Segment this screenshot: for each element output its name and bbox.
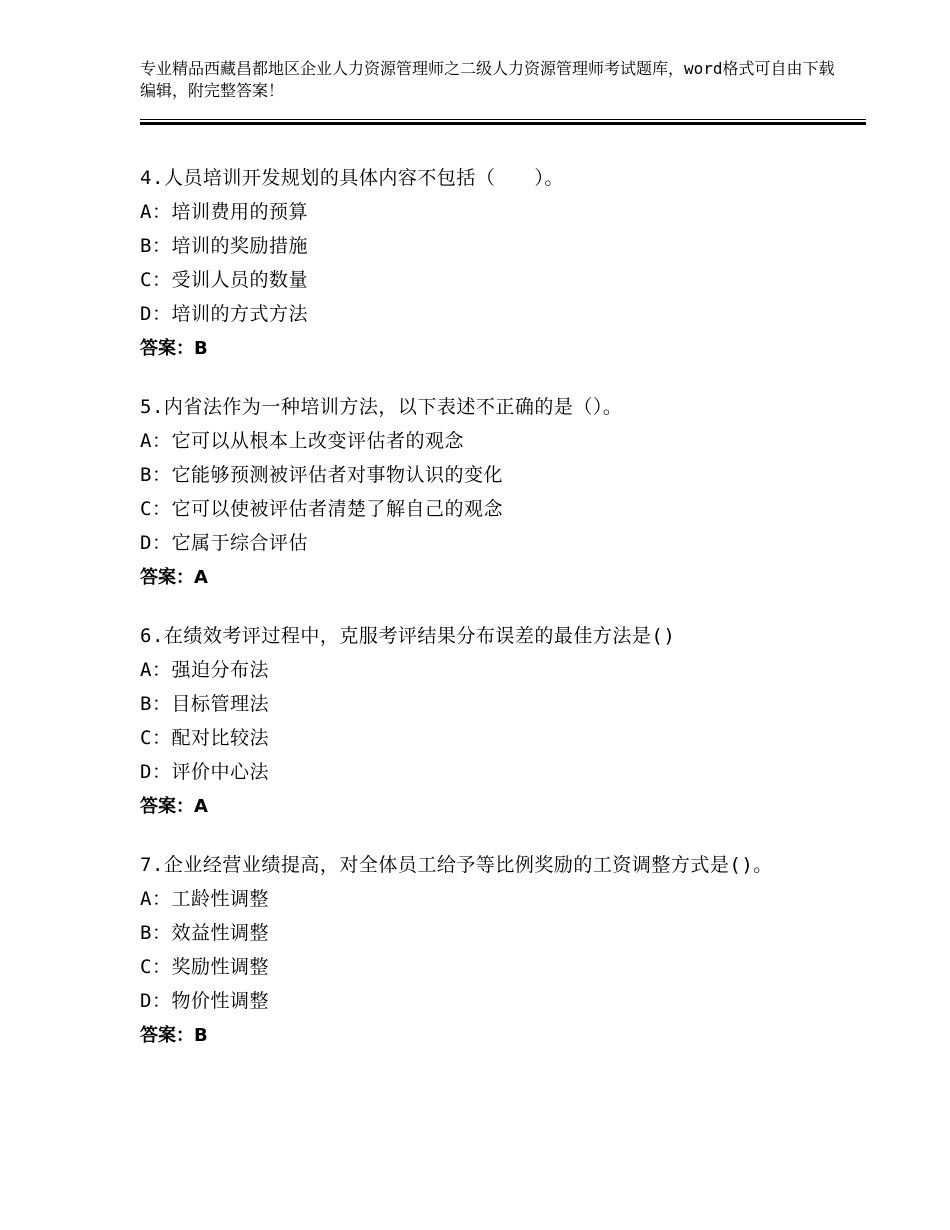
option-text: 物价性调整 [171,990,269,1012]
option-letter: B： [140,693,172,715]
option-c [140,267,840,301]
option-d [140,301,840,335]
option-text: 奖励性调整 [171,956,269,978]
option-text: 它属于综合评估 [171,532,308,554]
option-text: 培训的奖励措施 [171,235,308,257]
option-b [140,462,840,496]
question-7 [140,852,840,1049]
question-stem: 6.在绩效考评过程中，克服考评结果分布误差的最佳方法是() [140,625,676,647]
option-letter: A： [140,430,172,452]
option-a [140,886,840,920]
option-text: 目标管理法 [171,693,269,715]
option-letter: D： [140,303,172,325]
option-text: 工龄性调整 [171,888,269,910]
question-6 [140,623,840,820]
option-text: 培训的方式方法 [171,303,308,325]
document-header: 专业精品西藏昌都地区企业人力资源管理师之二级人力资源管理师考试题库，word格式可自由下载编辑，附完整答案！ [140,59,835,100]
option-c [140,725,840,759]
option-b [140,691,840,725]
option-letter: D： [140,532,172,554]
option-letter: C： [140,269,172,291]
option-d [140,759,840,793]
option-letter: A： [140,888,172,910]
option-a [140,657,840,691]
option-letter: A： [140,201,172,223]
option-b [140,920,840,954]
option-text: 受训人员的数量 [171,269,308,291]
header-divider-thick [140,122,866,125]
option-text: 强迫分布法 [171,659,269,681]
option-letter: B： [140,464,172,486]
option-letter: D： [140,761,172,783]
option-letter: C： [140,727,172,749]
option-c [140,954,840,988]
option-b [140,233,840,267]
question-stem: 5.内省法作为一种培训方法，以下表述不正确的是（）。 [140,396,623,418]
answer-label: 答案：A [140,796,208,817]
option-letter: D： [140,990,172,1012]
answer-label: 答案：B [140,1025,208,1046]
option-letter: B： [140,922,172,944]
answer-label: 答案：A [140,567,208,588]
option-c [140,496,840,530]
option-text: 它可以从根本上改变评估者的观念 [171,430,464,452]
question-5 [140,394,840,591]
option-text: 它可以使被评估者清楚了解自己的观念 [171,498,503,520]
option-letter: C： [140,498,172,520]
option-text: 配对比较法 [171,727,269,749]
option-letter: C： [140,956,172,978]
option-text: 它能够预测被评估者对事物认识的变化 [171,464,503,486]
option-d [140,530,840,564]
option-text: 培训费用的预算 [171,201,308,223]
option-d [140,988,840,1022]
answer-label: 答案：B [140,338,208,359]
option-a [140,199,840,233]
option-letter: A： [140,659,172,681]
option-letter: B： [140,235,172,257]
question-stem: 7.企业经营业绩提高，对全体员工给予等比例奖励的工资调整方式是()。 [140,854,773,876]
question-list [140,165,840,1081]
question-4 [140,165,840,362]
option-a [140,428,840,462]
option-text: 评价中心法 [171,761,269,783]
option-text: 效益性调整 [171,922,269,944]
header-divider-thin [140,119,866,120]
question-stem: 4.人员培训开发规划的具体内容不包括（ ）。 [140,167,564,189]
